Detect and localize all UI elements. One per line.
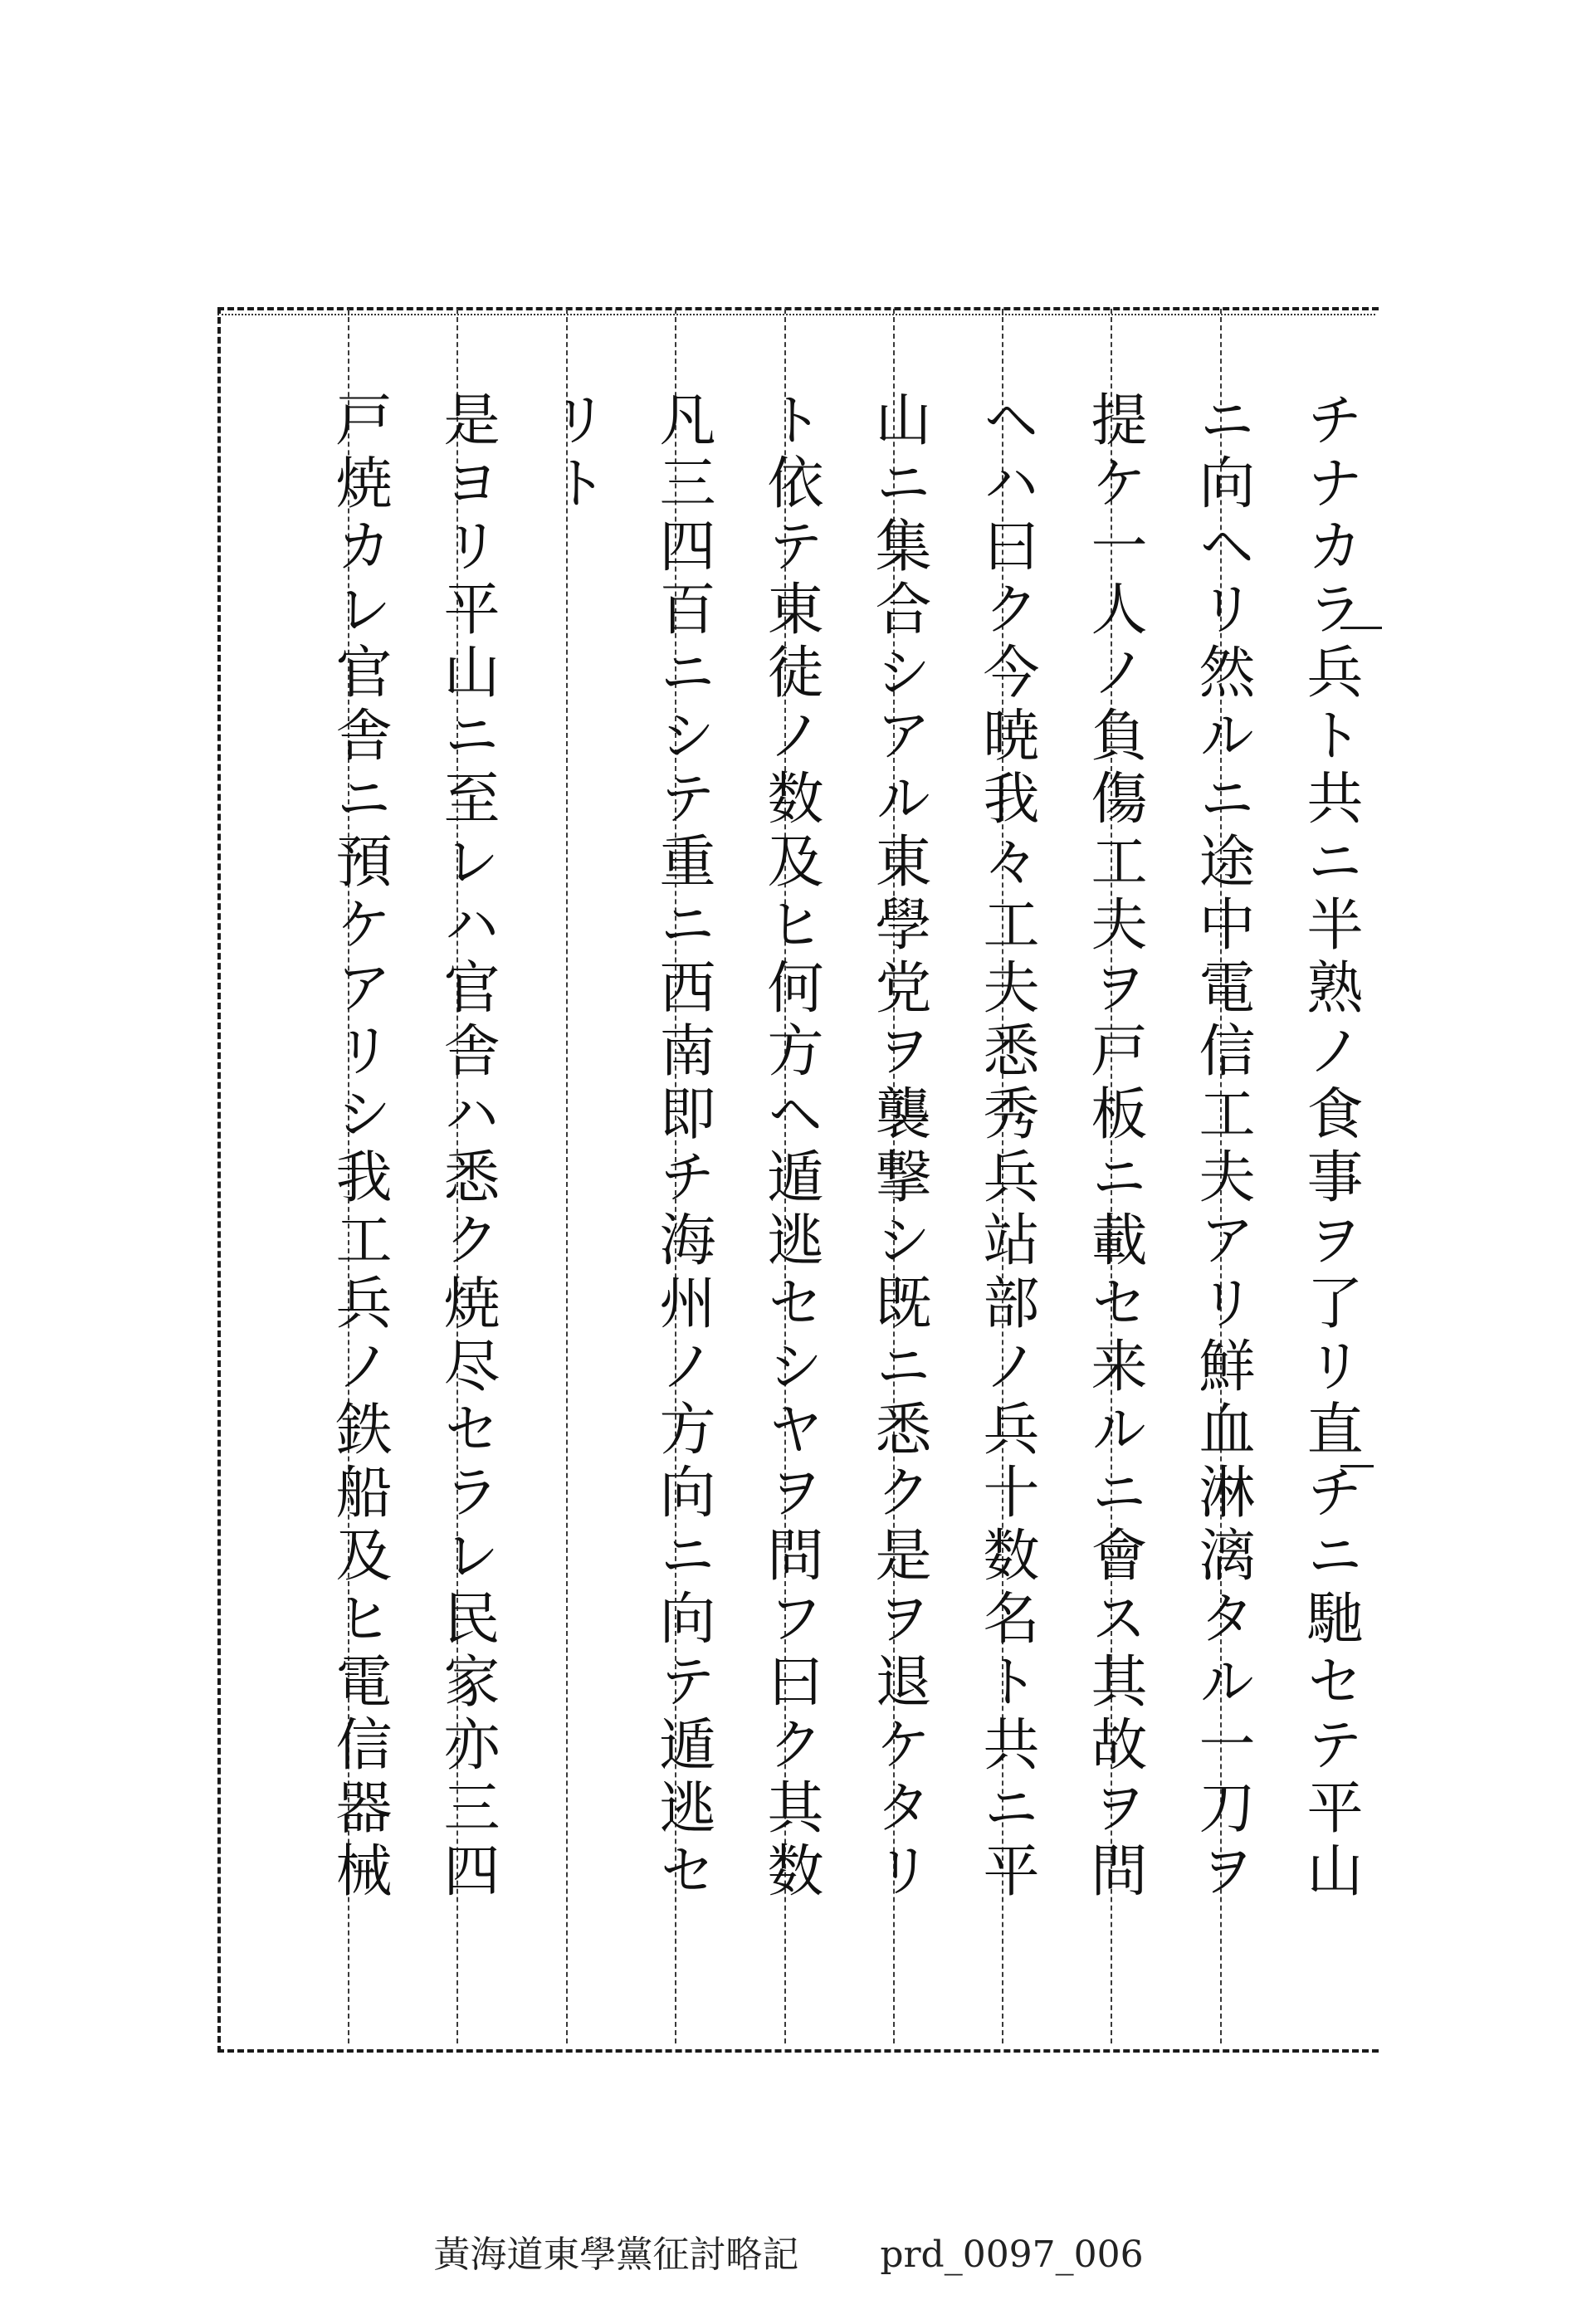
text-column: リト xyxy=(542,390,608,516)
text-column: チナカラ兵ト共ニ半熟ノ食事ヲ了リ直チニ馳セテ平山 xyxy=(1297,390,1363,1904)
text-column: 戸焼カレ官舎ニ預ケアリシ我工兵ノ鉄船及ヒ電信器械 xyxy=(326,390,392,1904)
text-column: 提ケ一人ノ負傷工夫ヲ戸板ニ載セ来ルニ會ス其故ヲ問 xyxy=(1081,390,1147,1904)
footer-code: prd_0097_006 xyxy=(880,2234,1144,2276)
text-column: ト依テ東徒ノ数及ヒ何方ヘ遁逃セシヤヲ問フ曰ク其数 xyxy=(758,390,823,1904)
manuscript-columns xyxy=(217,390,1375,2034)
frame-top-dotted-rule xyxy=(217,314,1375,315)
text-column: 凡三四百ニシテ重ニ西南即チ海州ノ方向ニ向テ遁逃セ xyxy=(650,390,715,1904)
text-column: 山ニ集合シアル東學党ヲ襲撃シ既ニ悉ク是ヲ退ケタリ xyxy=(866,390,931,1904)
text-column: ヘハ曰ク今暁我々工夫悉秀兵站部ノ兵十数名ト共ニ平 xyxy=(974,390,1039,1904)
text-column: ニ向ヘリ然ルニ途中電信工夫アリ鮮血淋漓タル一刀ヲ xyxy=(1189,390,1255,1904)
text-column: 是ヨリ平山ニ至レハ官舎ハ悉ク焼尽セラレ民家亦三四 xyxy=(434,390,500,1904)
page-footer xyxy=(0,2224,1577,2278)
footer-title: 黃海道東學黨征討略記 xyxy=(433,2234,799,2276)
